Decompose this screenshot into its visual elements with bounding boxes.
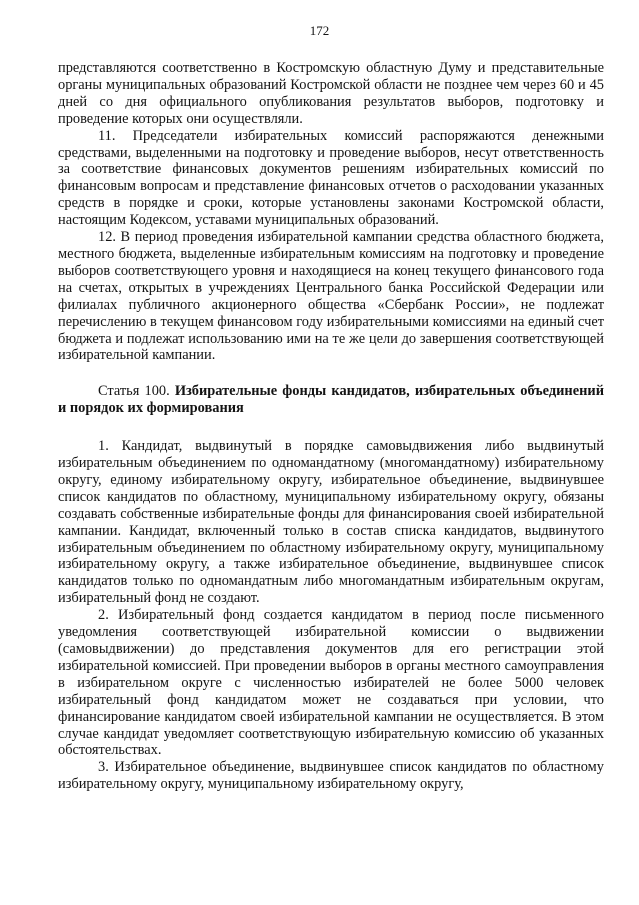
article-title: Избирательные фонды кандидатов, избирательных объединений и порядок их формирования	[58, 383, 604, 417]
paragraph-continuation: представляются соответственно в Костромскую областную Думу и представительные органы муниципальных образований Костромской области не позднее чем через 60 и 45 дней со дня официального опубликования результатов выборов, подготовку и проведение которых они осуществляли.	[58, 60, 604, 127]
article-label: Статья 100.	[98, 383, 170, 400]
article-paragraph-1: 1. Кандидат, выдвинутый в порядке самовыдвижения либо выдвинутый избирательным объединением по одномандатному (многомандатному) избирательному округу, единому избирательному округу, избирательное объединение, выдвинувшее список кандидатов по областному, муниципальному избирательному округу, обязаны создавать собственные избирательные фонды для финансирования своей избирательной кампании. Кандидат, включенный только в состав списка кандидатов, выдвинутого избирательным объединением по областному избирательному округу, муниципальному избирательному округу, а также избирательное объединение, выдвинувшее список кандидатов только по одномандатным либо многомандатным избирательным округам, избирательный фонд не создают.	[58, 438, 604, 607]
paragraph-11: 11. Председатели избирательных комиссий распоряжаются денежными средствами, выделенными на подготовку и проведение выборов, несут ответственность за соответствие финансовых документов решениям избирательных комиссий по финансовым вопросам и представление финансовых отчетов о расходовании указанных средств в порядке и сроки, которые установлены законами Костромской области, настоящим Кодексом, уставами муниципальных образований.	[58, 127, 604, 229]
article-paragraph-3: 3. Избирательное объединение, выдвинувшее список кандидатов по областному избирательному округу, муниципальному избирательному округу,	[58, 759, 604, 793]
page-number: 172	[309, 23, 330, 38]
article-paragraph-2: 2. Избирательный фонд создается кандидатом в период после письменного уведомления соответствующей избирательной комиссии о выдвижении (самовыдвижении) до представления документов для его регистрации этой избирательной комиссией. При проведении выборов в органы местного самоуправления в избирательном округе с численностью избирателей не более 5000 человек избирательный фонд кандидатом может не создаваться при условии, что финансирование кандидатом своей избирательной кампании не осуществляется. В этом случае кандидат уведомляет соответствующую избирательную комиссию об указанных обстоятельствах.	[58, 607, 604, 759]
article-heading	[58, 383, 604, 417]
document-body	[58, 60, 604, 793]
paragraph-12: 12. В период проведения избирательной кампании средства областного бюджета, местного бюджета, выделенные избирательным комиссиям на подготовку и проведение выборов соответствующего уровня и находящиеся на конец текущего финансового года на счетах, открытых в учреждениях Центрального банка Российской Федерации или филиалах публичного акционерного общества «Сбербанк России», не подлежат перечислению в текущем финансовом году избирательными комиссиями на единый счет бюджета и подлежат использованию ими на те же цели до завершения соответствующей избирательной кампании.	[58, 229, 604, 364]
